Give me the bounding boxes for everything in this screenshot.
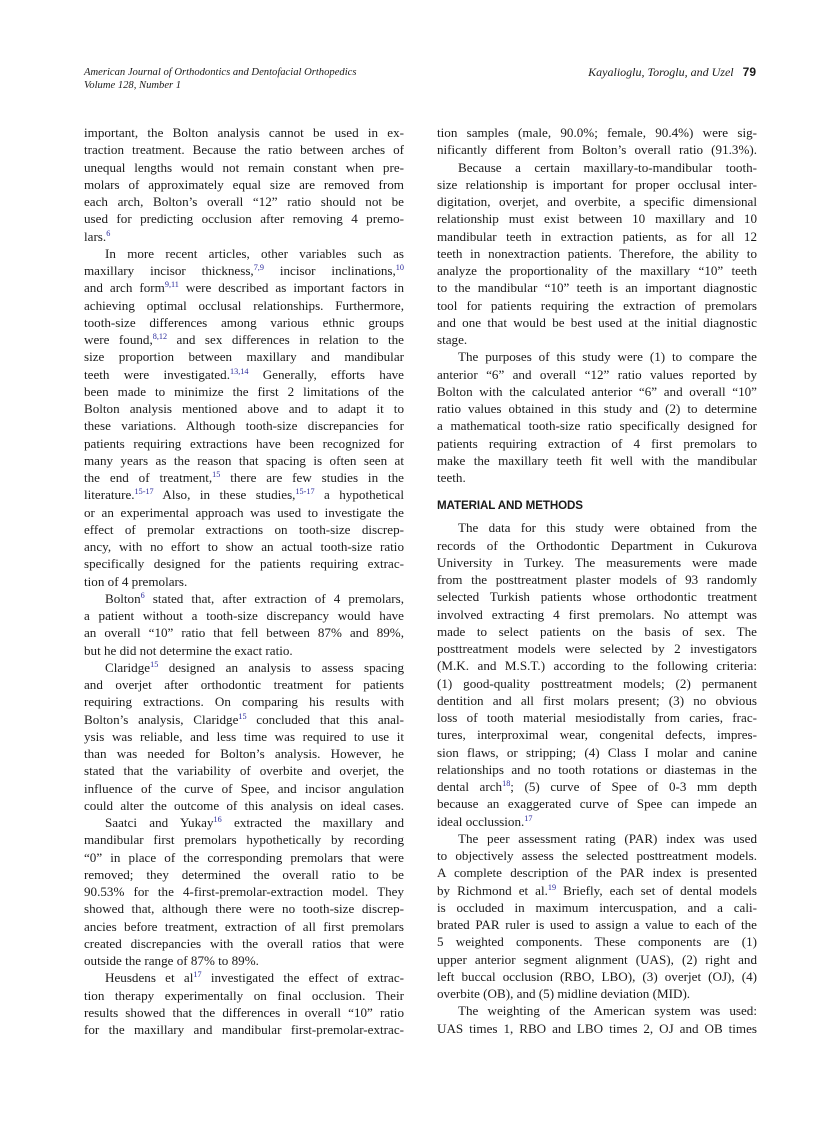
right-column [437,124,757,1037]
text-line: patients requiring extraction of 4 first premolars to [437,435,757,451]
text-line: (M.K. and M.S.T.) according to the following criteria: [437,658,757,674]
text-line: to objectively assess the selected posttreatment models. [437,848,757,863]
authors: Kayalioglu, Toroglu, and Uzel [588,65,734,79]
text-line: stage. [437,332,468,347]
paragraph [437,519,757,830]
text-line: In more recent articles, other variables such as [105,245,404,261]
reference-link[interactable]: 6 [106,228,111,238]
section-heading-material-methods: MATERIAL AND METHODS [437,499,583,513]
page-number: 79 [742,65,756,79]
text-line: The weighting of the American system was used: [458,1003,757,1019]
text-line: anterior “6” and overall “12” ratio values reported by [437,366,757,382]
reference-link[interactable]: 15-17 [134,487,154,497]
text-line: selected Turkish patients whose orthodontic treatment [437,589,757,605]
text-line [437,813,757,830]
text-line [84,262,404,279]
text-line: been made to minimize the first 2 limitations of the [84,383,404,399]
text-line: an overall “10” ratio that fell between 87% and 89%, [84,625,404,641]
text-span: there are few studies in the [220,470,404,485]
text-line: size relationship is important for proper occlusal inter- [437,176,757,192]
reference-link[interactable]: 15-17 [295,487,315,497]
text-line: 90.53% for the 4-first-premolar-extraction model. They [84,884,404,899]
text-line: and one that would be best used at the initial diagnostic [437,314,757,330]
text-line: University in Turkey. The measurements were made [437,554,757,570]
text-line: make the maxillary teeth fit well with the mandibular [437,452,757,468]
text-span: ideal occlussion. [437,813,525,829]
text-span: dental arch [437,779,503,794]
text-line: specifically designed for the patients requiring extrac- [84,556,404,572]
author-page [588,66,756,79]
text-span: by Richmond et al. [437,882,548,898]
text-line: could alter the outcome of this analysis on ideal cases. [84,797,404,813]
text-line: from the posttreatment plaster models of 93 randomly [437,572,757,587]
reference-link[interactable]: 16 [213,815,222,824]
text-line: dentition and all first molars present; (3) no obvious [437,692,757,708]
text-line: tion therapy experimentally on final occlusion. Their [84,987,404,1003]
text-line: showed that, although there were no tooth-size discrep- [84,901,404,917]
text-line: mandibular teeth in extraction patients, as for all 12 [437,228,757,244]
text-span: lars. [84,228,107,244]
text-line: Bolton analysis mentioned above and to adapt it to [84,401,404,416]
text-span: a hypothetical [314,487,404,503]
text-line: mandibular first premolars hypothetically by recording [84,832,404,848]
text-line: results showed that the differences in overall “10” ratio [84,1004,404,1020]
text-line: for the maxillary and mandibular first-premolar-extrac- [84,1022,404,1037]
text-span: the end of treatment, [84,470,213,485]
paragraph [84,659,404,814]
text-line: effect of premolar extractions on tooth-size discrep- [84,521,404,537]
reference-link[interactable]: 6 [140,590,145,600]
text-line: sion flaws, or stripping; (4) Class I molar and canine [437,744,757,760]
text-line: tool for patients requiring the extraction of premolars [437,297,757,313]
text-span: Briefly, each set of dental models [556,882,757,898]
reference-link[interactable]: 17 [524,813,533,823]
text-line: tures, interproximal wear, congenital defects, impres- [437,727,757,743]
text-span: Heusdens et al [105,970,194,986]
journal-title: American Journal of Orthodontics and Dentofacial Orthopedics [84,67,357,78]
text-line: The purposes of this study were (1) to compare the [458,349,757,365]
reference-link[interactable]: 13,14 [230,366,249,376]
text-line: tooth-size differences among various ethnic groups [84,314,404,330]
text-line: created discrepancies with the overall ratios that were [84,935,404,951]
text-span: maxillary incisor thickness, [84,263,254,278]
reference-link[interactable]: 15 [150,659,159,669]
text-line: because an exaggerated curve of Spee can impede an [437,796,757,812]
text-line: Bolton with the calculated anterior “6” and overall “10” [437,383,757,399]
text-line [84,228,404,245]
text-line [437,882,757,899]
text-line: a patient without a tooth-size discrepancy would have [84,608,404,623]
text-span: teeth were investigated. [84,366,231,382]
text-span: Bolton [105,590,141,606]
text-span: and arch form [84,280,165,296]
paragraph [84,245,404,590]
text-line: left buccal occlusion (RBO, LBO), (3) overjet (OJ), (4) [437,968,757,984]
paragraph [437,1002,757,1037]
text-span: extracted the maxillary and [221,815,404,830]
text-line: requiring extractions. On comparing his results with [84,694,404,710]
text-line: a mathematical tooth-size ratio specifically designed for [437,418,757,434]
text-span: were described as important factors in [178,280,404,296]
text-span: Bolton’s analysis, Claridge [84,711,239,727]
text-line: many years as the reason that spacing is often seen at [84,452,404,468]
text-line: “0” in place of the corresponding premolars that were [84,849,404,865]
text-line: achieving optimal occlusal relationships. Furthermore, [84,297,404,313]
text-line: and overjet after orthodontic treatment for patients [84,677,404,692]
left-column [84,124,404,1038]
text-span: Also, in these studies, [153,487,296,503]
text-line: teeth. [437,470,466,485]
text-line: teeth in nonextraction patients. Therefore, the ability to [437,245,757,261]
text-line: relationships and no tooth rotations or diastemas in the [437,761,757,777]
text-span: ; (5) curve of Spee of 0-3 mm depth [510,779,757,794]
text-line: ancy, with no effort to show an actual tooth-size ratio [84,539,404,554]
text-line: patients requiring extractions have been recognized for [84,435,404,451]
reference-link[interactable]: 18 [502,779,511,788]
text-span: stated that, after extraction of 4 premolars, [144,590,404,606]
reference-link[interactable]: 9,11 [164,280,179,290]
text-line: but he did not determine the exact ratio. [84,642,293,658]
reference-link[interactable]: 15 [212,470,221,479]
text-line [84,969,404,986]
text-line: molars of approximately equal size are removed from [84,176,404,192]
reference-link[interactable]: 10 [395,263,404,272]
reference-link[interactable]: 17 [193,970,202,980]
text-line: outside the range of 87% to 89%. [84,953,259,968]
text-span: designed an analysis to assess spacing [158,659,404,675]
text-line: ancies before treatment, extraction of all first premolars [84,918,404,934]
text-line: ratio values obtained in this study and (2) to determine [437,401,757,416]
text-line [84,366,404,383]
text-line: stated that the variability of overbite and overjet, the [84,763,404,779]
text-span: Claridge [105,659,151,675]
text-line: size proportion between maxillary and mandibular [84,349,404,365]
text-line: is occluded in maximum intercuspation, and a cali- [437,899,757,915]
text-line: digitation, overjet, and overbite, a specific dimensional [437,194,757,209]
reference-link[interactable]: 15 [238,711,247,721]
text-line: influence of the curve of Spee, and incisor angulation [84,780,404,796]
volume-issue: Volume 128, Number 1 [84,80,182,91]
paragraph [437,124,757,159]
text-line [84,659,404,676]
text-line: these variations. Although tooth-size discrepancies for [84,418,404,434]
text-line: (1) good-quality posttreatment models; (2) permanent [437,675,757,691]
text-line: analyze the proportionality of the maxillary “10” teeth [437,263,757,278]
text-line: used for predicting occlusion after removing 4 premo- [84,211,404,227]
text-line: brated PAR ruler is used to assign a value to each of the [437,917,757,932]
text-line: removed; they determined the overall ratio to be [84,866,404,882]
text-line [84,590,404,607]
text-span: concluded that this anal- [246,711,404,727]
text-line [84,814,404,831]
text-span: investigated the effect of extrac- [201,970,405,986]
text-line [84,331,404,348]
text-line: than was needed for Bolton’s analysis. However, he [84,746,404,761]
text-span: and sex differences in relation to the [167,332,404,347]
paragraph [437,159,757,349]
paragraph [84,124,404,245]
text-line: tion of 4 premolars. [84,573,188,589]
text-line: UAS times 1, RBO and LBO times 2, OJ and OB times [437,1020,757,1036]
text-span: Generally, efforts have [248,366,404,382]
text-line: loss of tooth material mesiodistally from caries, frac- [437,710,757,725]
text-line: important, the Bolton analysis cannot be used in ex- [84,125,404,140]
text-line: involved extracting 4 first premolars. No attempt was [437,606,757,622]
text-line: made to select patients on the basis of sex. The [437,623,757,639]
text-line [84,469,404,486]
text-line: nificantly different from Bolton’s overall ratio (91.3%). [437,142,757,158]
text-line [437,778,757,795]
text-line: or an experimental approach was used to investigate the [84,504,404,520]
text-line [84,711,404,728]
paragraph [437,830,757,1003]
text-line: unequal lengths would not remain constant when pre- [84,159,404,175]
text-line: each arch, Bolton’s overall “12” ratio should not be [84,194,404,209]
text-span: Saatci and Yukay [105,815,214,830]
text-line: to the mandibular “10” teeth is an important diagnostic [437,280,757,296]
text-line: upper anterior segment alignment (UAS), (2) right and [437,951,757,967]
text-line: The data for this study were obtained from the [458,520,757,536]
text-line [84,486,404,503]
text-line: 5 weighted components. These components are (1) [437,934,757,950]
reference-link[interactable]: 19 [547,882,557,892]
text-line: posttreatment models were selected by 2 investigators [437,641,757,656]
text-line [84,279,404,296]
text-line: The peer assessment rating (PAR) index was used [458,830,757,846]
text-line: traction treatment. Because the ratio between arches of [84,142,404,158]
paragraph [84,814,404,969]
text-span: literature. [84,487,135,503]
text-line: tion samples (male, 90.0%; female, 90.4%) were sig- [437,125,757,140]
paragraph [437,348,757,486]
text-line: Because a certain maxillary-to-mandibular tooth- [458,159,757,175]
reference-link[interactable]: 7,9 [253,263,264,272]
reference-link[interactable]: 8,12 [152,332,168,341]
journal-citation [84,66,356,92]
text-line: A complete description of the PAR index is presented [437,865,757,881]
paragraph [84,969,404,1038]
text-line: overbite (OB), and (5) midline deviation (MID). [437,986,691,1001]
text-span: were found, [84,332,153,347]
text-line: relationship must exist between 10 maxillary and 10 [437,211,757,227]
text-line: records of the Orthodontic Department in Cukurova [437,537,757,553]
text-line: ysis was reliable, and less time was required to use it [84,728,404,744]
text-span: incisor inclinations, [263,263,396,278]
paragraph [84,590,404,659]
